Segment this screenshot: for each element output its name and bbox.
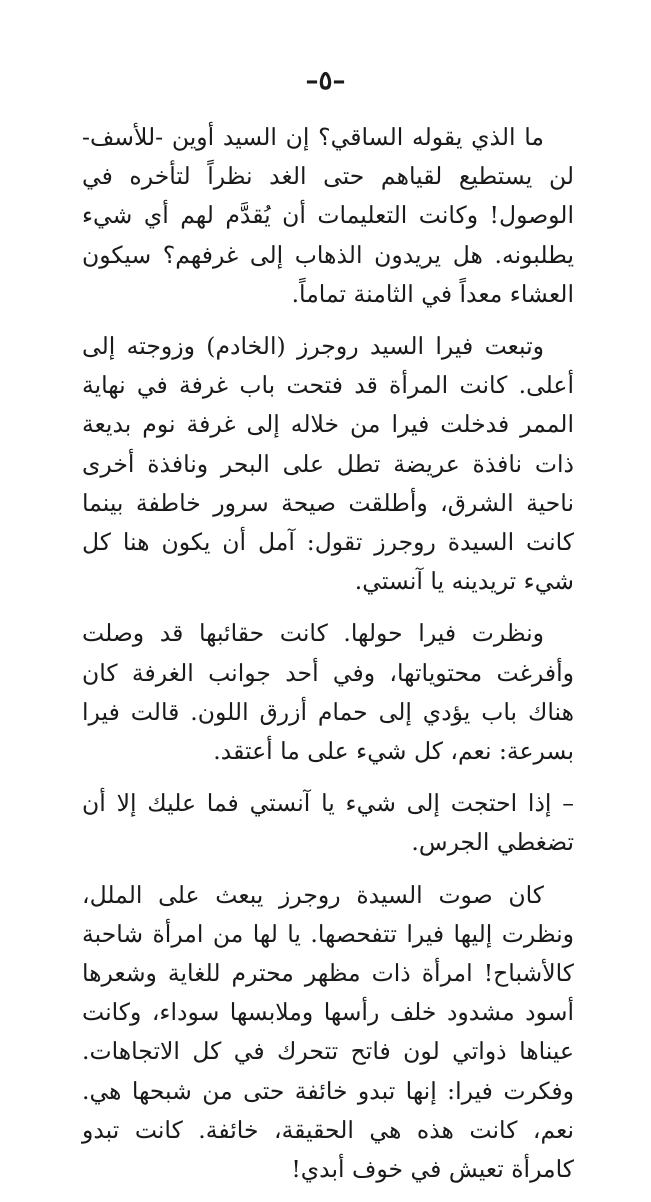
page-number: –٥– [305, 66, 346, 96]
paragraph: ونظرت فيرا حولها. كانت حقائبها قد وصلت وأفرغت محتوياتها، وفي أحد جوانب الغرفة كان هناك باب يؤدي إلى حمام أزرق اللون. قالت فيرا بسرعة: نعم، كل شيء على ما أعتقد. [82, 619, 574, 766]
page-body [82, 118, 574, 1202]
paragraph: وتبعت فيرا السيد روجرز (الخادم) وزوجته إلى أعلى. كانت المرأة قد فتحت باب غرفة في نهاية الممر فدخلت فيرا من خلاله إلى غرفة نوم بديعة ذات نافذة عريضة تطل على البحر ونافذة أخرى ناحية الشرق، وأطلقت صيحة سرور خاطفة بينما كانت السيدة روجرز تقول: آمل أن يكون هنا كل شيء تريدينه يا آنستي. [82, 332, 574, 596]
paragraph: كان صوت السيدة روجرز يبعث على الملل، ونظرت إليها فيرا تتفحصها. يا لها من امرأة شاحبة كالأشباح! امرأة ذات مظهر محترم للغاية وشعرها أسود مشدود خلف رأسها وملابسها سوداء، وكانت عيناها ذواتي لون فاتح تتحرك في كل الاتجاهات. وفكرت فيرا: إنها تبدو خائفة حتى من شبحها هي. نعم، كانت هذه هي الحقيقة، خائفة. كانت تبدو كامرأة تعيش في خوف أبدي! [82, 880, 574, 1184]
dialog-paragraph: – إذا احتجت إلى شيء يا آنستي فما عليك إلا أن تضغطي الجرس. [82, 789, 574, 857]
paragraph: ما الذي يقوله الساقي؟ إن السيد أوين -للأسف- لن يستطيع لقياهم حتى الغد نظراً لتأخره في الوصول! وكانت التعليمات أن يُقدَّم لهم أي شيء يطلبونه. هل يريدون الذهاب إلى غرفهم؟ سيكون العشاء معداً في الثامنة تماماً. [82, 123, 574, 308]
